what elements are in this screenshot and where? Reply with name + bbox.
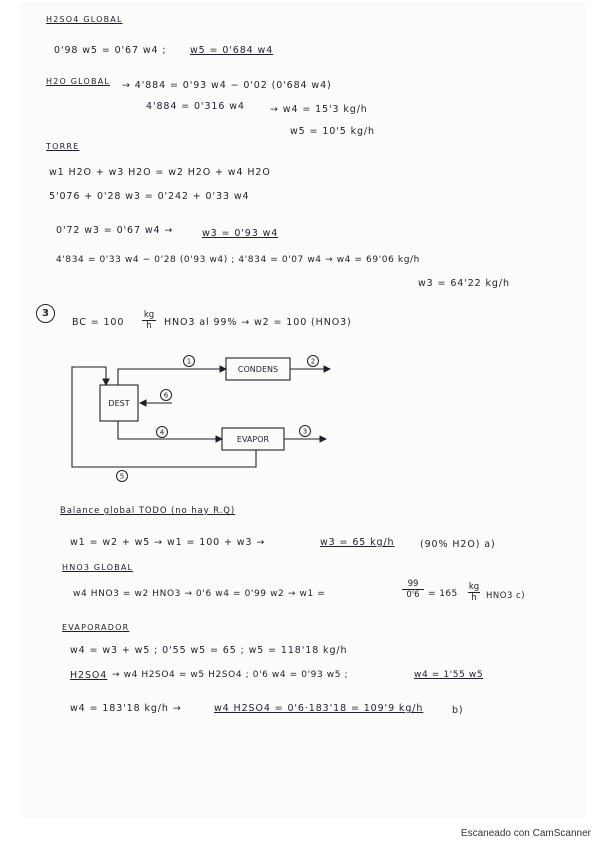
eq-line-4: w5 = 10'5 kg/h (290, 126, 375, 137)
stream-5-label: 5 (119, 472, 125, 481)
eq-line-14-result: w4 = 1'55 w5 (414, 670, 484, 680)
eq-line-14: → w4 H2SO4 = w5 H2SO4 ; 0'6 w4 = 0'93 w5 ; (112, 670, 349, 680)
stream-1-line (118, 369, 226, 385)
eq-line-1: 0'98 w5 = 0'67 w4 ; (54, 45, 167, 56)
eq-line-10-unit-den: h (146, 321, 152, 331)
evapor-label: EVAPOR (236, 435, 270, 444)
eq-line-3-result: → w4 = 15'3 kg/h (270, 104, 368, 115)
eq-line-3: 4'884 = 0'316 w4 (146, 101, 245, 112)
scanner-watermark: Escaneado con CamScanner (460, 828, 591, 839)
stream-3-label: 3 (302, 427, 308, 436)
heading-hno3-global: HNO3 GLOBAL (62, 563, 134, 572)
heading-h2o-global: H2O GLOBAL (46, 77, 111, 86)
eq-line-12-end: HNO3 c) (486, 591, 526, 601)
eq-line-12: w4 HNO3 = w2 HNO3 → 0'6 w4 = 0'99 w2 → w1 = (73, 589, 326, 599)
question-number-badge: 3 (36, 304, 55, 323)
eq-line-5: w1 H2O + w3 H2O = w2 H2O + w4 H2O (49, 167, 271, 178)
eq-line-15: w4 = 183'18 kg/h → (70, 703, 182, 714)
eq-line-7: 0'72 w3 = 0'67 w4 → (56, 225, 174, 236)
eq-line-7-result: w3 = 0'93 w4 (202, 228, 279, 239)
eq-line-10-unit-num: kg (143, 310, 155, 320)
eq-line-15-result: w4 H2SO4 = 0'6·183'18 = 109'9 kg/h (214, 703, 424, 714)
stream-2-label: 2 (310, 357, 316, 366)
eq-line-13: w4 = w3 + w5 ; 0'55 w5 = 65 ; w5 = 118'18 kg/h (70, 645, 348, 656)
eq-line-1-result: w5 = 0'684 w4 (190, 45, 274, 56)
heading-evaporador: EVAPORADOR (62, 623, 130, 632)
stream-4-line (118, 421, 222, 439)
condens-label: CONDENS (237, 365, 279, 374)
eq-line-12-equals: = 165 (428, 589, 458, 599)
eq-line-6: 5'076 + 0'28 w3 = 0'242 + 0'33 w4 (49, 191, 250, 202)
heading-h2so4-global: H2SO4 GLOBAL (46, 15, 123, 24)
eq-line-10-start: BC = 100 (72, 317, 125, 328)
eq-line-14-label: H2SO4 (70, 670, 108, 681)
eq-line-11-result: w3 = 65 kg/h (320, 537, 395, 548)
heading-balance-global: Balance global TODO (no hay R.Q) (60, 506, 236, 516)
eq-line-2: → 4'884 = 0'93 w4 − 0'02 (0'684 w4) (122, 80, 332, 91)
eq-line-12-den: 0'6 (406, 590, 420, 600)
stream-4-label: 4 (159, 428, 165, 437)
stream-6-label: 6 (163, 391, 169, 400)
eq-line-8: 4'834 = 0'33 w4 − 0'28 (0'93 w4) ; 4'834 = 0'07 w4 → w4 = 69'06 kg/h (56, 255, 420, 265)
stream-1-label: 1 (186, 357, 192, 366)
eq-line-12-num: 99 (402, 579, 424, 590)
eq-line-12-unit-den: h (471, 593, 477, 603)
eq-line-15-answer: b) (452, 705, 464, 716)
eq-line-9: w3 = 64'22 kg/h (418, 278, 510, 289)
eq-line-11: w1 = w2 + w5 → w1 = 100 + w3 → (70, 537, 266, 548)
dest-label: DEST (108, 399, 130, 408)
eq-line-11-note: (90% H2O) a) (420, 539, 496, 550)
eq-line-10-end: HNO3 al 99% → w2 = 100 (HNO3) (164, 317, 352, 328)
eq-line-12-unit-num: kg (468, 582, 480, 592)
heading-torre: TORRE (46, 142, 80, 151)
